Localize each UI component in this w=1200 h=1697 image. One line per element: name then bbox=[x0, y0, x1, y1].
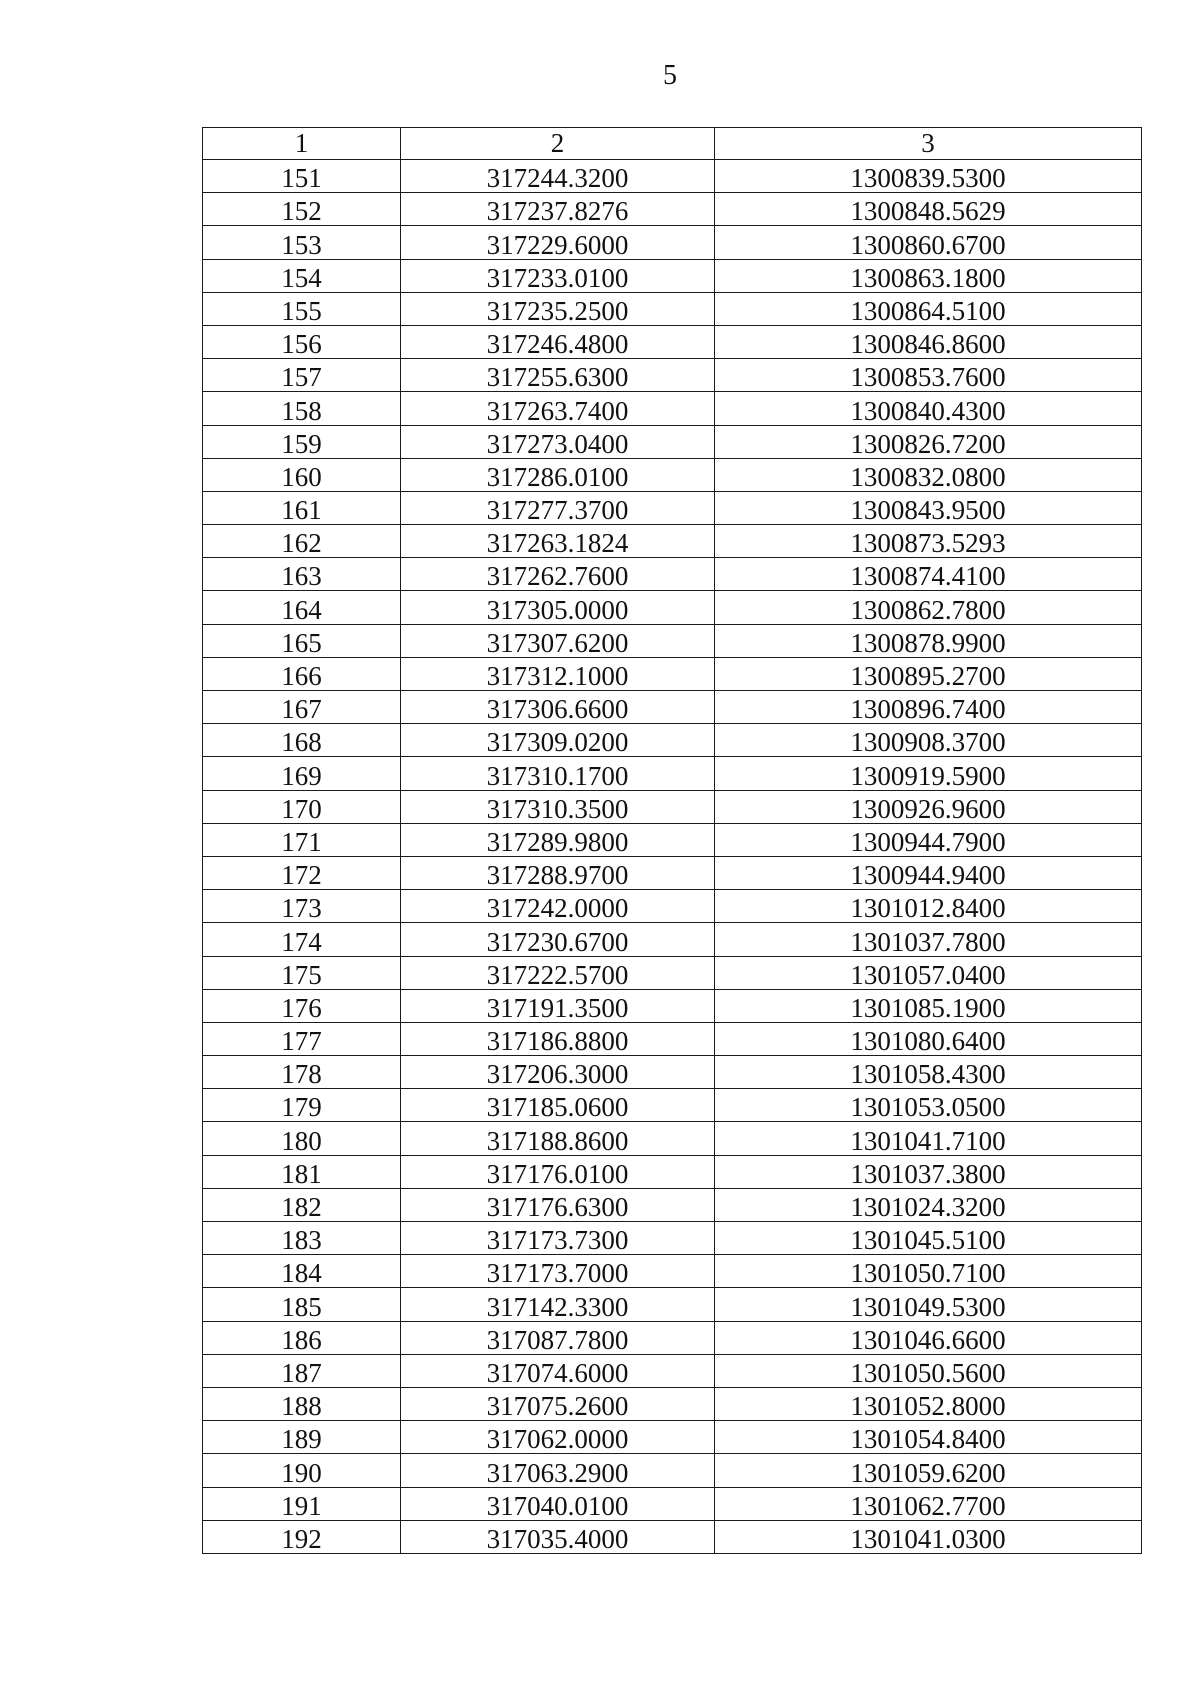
table-row bbox=[203, 1222, 1142, 1255]
y-coordinate-cell: 1301041.7100 bbox=[715, 1122, 1142, 1155]
point-number-cell: 168 bbox=[203, 724, 401, 757]
y-coordinate-cell: 1300832.0800 bbox=[715, 458, 1142, 491]
column-header-2: 2 bbox=[401, 128, 715, 160]
table-row bbox=[203, 525, 1142, 558]
y-coordinate-cell: 1301037.7800 bbox=[715, 923, 1142, 956]
point-number-cell: 176 bbox=[203, 989, 401, 1022]
x-coordinate-cell: 317263.1824 bbox=[401, 525, 715, 558]
y-coordinate-cell: 1301053.0500 bbox=[715, 1089, 1142, 1122]
point-number-cell: 182 bbox=[203, 1188, 401, 1221]
x-coordinate-cell: 317035.4000 bbox=[401, 1520, 715, 1553]
table-row bbox=[203, 1122, 1142, 1155]
point-number-cell: 187 bbox=[203, 1354, 401, 1387]
x-coordinate-cell: 317306.6600 bbox=[401, 691, 715, 724]
x-coordinate-cell: 317310.3500 bbox=[401, 790, 715, 823]
y-coordinate-cell: 1300826.7200 bbox=[715, 425, 1142, 458]
table-row bbox=[203, 1022, 1142, 1055]
point-number-cell: 153 bbox=[203, 226, 401, 259]
table-row bbox=[203, 226, 1142, 259]
x-coordinate-cell: 317230.6700 bbox=[401, 923, 715, 956]
table-row bbox=[203, 1487, 1142, 1520]
point-number-cell: 185 bbox=[203, 1288, 401, 1321]
y-coordinate-cell: 1301062.7700 bbox=[715, 1487, 1142, 1520]
header-row bbox=[203, 128, 1142, 160]
x-coordinate-cell: 317242.0000 bbox=[401, 890, 715, 923]
point-number-cell: 170 bbox=[203, 790, 401, 823]
point-number-cell: 164 bbox=[203, 591, 401, 624]
x-coordinate-cell: 317206.3000 bbox=[401, 1056, 715, 1089]
x-coordinate-cell: 317229.6000 bbox=[401, 226, 715, 259]
y-coordinate-cell: 1301041.0300 bbox=[715, 1520, 1142, 1553]
table-row bbox=[203, 292, 1142, 325]
y-coordinate-cell: 1300926.9600 bbox=[715, 790, 1142, 823]
point-number-cell: 190 bbox=[203, 1454, 401, 1487]
x-coordinate-cell: 317185.0600 bbox=[401, 1089, 715, 1122]
x-coordinate-cell: 317244.3200 bbox=[401, 160, 715, 193]
x-coordinate-cell: 317176.6300 bbox=[401, 1188, 715, 1221]
table-row bbox=[203, 458, 1142, 491]
point-number-cell: 152 bbox=[203, 193, 401, 226]
column-header-3: 3 bbox=[715, 128, 1142, 160]
x-coordinate-cell: 317309.0200 bbox=[401, 724, 715, 757]
point-number-cell: 181 bbox=[203, 1155, 401, 1188]
x-coordinate-cell: 317286.0100 bbox=[401, 458, 715, 491]
y-coordinate-cell: 1300843.9500 bbox=[715, 491, 1142, 524]
y-coordinate-cell: 1300874.4100 bbox=[715, 558, 1142, 591]
x-coordinate-cell: 317307.6200 bbox=[401, 624, 715, 657]
table-row bbox=[203, 359, 1142, 392]
y-coordinate-cell: 1301037.3800 bbox=[715, 1155, 1142, 1188]
table-row bbox=[203, 1387, 1142, 1420]
y-coordinate-cell: 1300896.7400 bbox=[715, 691, 1142, 724]
point-number-cell: 166 bbox=[203, 657, 401, 690]
table-row bbox=[203, 923, 1142, 956]
point-number-cell: 156 bbox=[203, 325, 401, 358]
y-coordinate-cell: 1301085.1900 bbox=[715, 989, 1142, 1022]
y-coordinate-cell: 1300862.7800 bbox=[715, 591, 1142, 624]
point-number-cell: 162 bbox=[203, 525, 401, 558]
x-coordinate-cell: 317312.1000 bbox=[401, 657, 715, 690]
table-body bbox=[203, 160, 1142, 1554]
x-coordinate-cell: 317235.2500 bbox=[401, 292, 715, 325]
coordinates-table bbox=[202, 127, 1142, 1554]
page-number: 5 bbox=[663, 60, 677, 91]
table-row bbox=[203, 259, 1142, 292]
table-row bbox=[203, 1520, 1142, 1553]
point-number-cell: 191 bbox=[203, 1487, 401, 1520]
table-row bbox=[203, 325, 1142, 358]
table-header bbox=[203, 128, 1142, 160]
y-coordinate-cell: 1300860.6700 bbox=[715, 226, 1142, 259]
x-coordinate-cell: 317074.6000 bbox=[401, 1354, 715, 1387]
x-coordinate-cell: 317255.6300 bbox=[401, 359, 715, 392]
x-coordinate-cell: 317277.3700 bbox=[401, 491, 715, 524]
y-coordinate-cell: 1301012.8400 bbox=[715, 890, 1142, 923]
table-row bbox=[203, 956, 1142, 989]
y-coordinate-cell: 1300840.4300 bbox=[715, 392, 1142, 425]
y-coordinate-cell: 1300944.9400 bbox=[715, 856, 1142, 889]
y-coordinate-cell: 1301050.7100 bbox=[715, 1255, 1142, 1288]
point-number-cell: 160 bbox=[203, 458, 401, 491]
point-number-cell: 157 bbox=[203, 359, 401, 392]
x-coordinate-cell: 317262.7600 bbox=[401, 558, 715, 591]
x-coordinate-cell: 317222.5700 bbox=[401, 956, 715, 989]
table-row bbox=[203, 624, 1142, 657]
table-row bbox=[203, 1188, 1142, 1221]
point-number-cell: 158 bbox=[203, 392, 401, 425]
y-coordinate-cell: 1300839.5300 bbox=[715, 160, 1142, 193]
table-row bbox=[203, 193, 1142, 226]
table-row bbox=[203, 1089, 1142, 1122]
table-row bbox=[203, 989, 1142, 1022]
y-coordinate-cell: 1301046.6600 bbox=[715, 1321, 1142, 1354]
y-coordinate-cell: 1301080.6400 bbox=[715, 1022, 1142, 1055]
point-number-cell: 161 bbox=[203, 491, 401, 524]
y-coordinate-cell: 1300848.5629 bbox=[715, 193, 1142, 226]
table-row bbox=[203, 392, 1142, 425]
y-coordinate-cell: 1301057.0400 bbox=[715, 956, 1142, 989]
x-coordinate-cell: 317040.0100 bbox=[401, 1487, 715, 1520]
x-coordinate-cell: 317063.2900 bbox=[401, 1454, 715, 1487]
point-number-cell: 167 bbox=[203, 691, 401, 724]
point-number-cell: 180 bbox=[203, 1122, 401, 1155]
x-coordinate-cell: 317173.7000 bbox=[401, 1255, 715, 1288]
table-row bbox=[203, 1155, 1142, 1188]
x-coordinate-cell: 317062.0000 bbox=[401, 1421, 715, 1454]
x-coordinate-cell: 317310.1700 bbox=[401, 757, 715, 790]
y-coordinate-cell: 1301049.5300 bbox=[715, 1288, 1142, 1321]
x-coordinate-cell: 317176.0100 bbox=[401, 1155, 715, 1188]
table-row bbox=[203, 1421, 1142, 1454]
table-row bbox=[203, 1288, 1142, 1321]
table-row bbox=[203, 591, 1142, 624]
x-coordinate-cell: 317087.7800 bbox=[401, 1321, 715, 1354]
table-row bbox=[203, 657, 1142, 690]
y-coordinate-cell: 1301045.5100 bbox=[715, 1222, 1142, 1255]
x-coordinate-cell: 317233.0100 bbox=[401, 259, 715, 292]
x-coordinate-cell: 317288.9700 bbox=[401, 856, 715, 889]
y-coordinate-cell: 1300873.5293 bbox=[715, 525, 1142, 558]
y-coordinate-cell: 1300878.9900 bbox=[715, 624, 1142, 657]
table-row bbox=[203, 691, 1142, 724]
table-row bbox=[203, 1354, 1142, 1387]
x-coordinate-cell: 317237.8276 bbox=[401, 193, 715, 226]
point-number-cell: 173 bbox=[203, 890, 401, 923]
y-coordinate-cell: 1301058.4300 bbox=[715, 1056, 1142, 1089]
y-coordinate-cell: 1301059.6200 bbox=[715, 1454, 1142, 1487]
point-number-cell: 183 bbox=[203, 1222, 401, 1255]
y-coordinate-cell: 1301050.5600 bbox=[715, 1354, 1142, 1387]
point-number-cell: 175 bbox=[203, 956, 401, 989]
point-number-cell: 171 bbox=[203, 823, 401, 856]
x-coordinate-cell: 317186.8800 bbox=[401, 1022, 715, 1055]
x-coordinate-cell: 317191.3500 bbox=[401, 989, 715, 1022]
table-row bbox=[203, 425, 1142, 458]
table-row bbox=[203, 757, 1142, 790]
table-row bbox=[203, 1056, 1142, 1089]
table-row bbox=[203, 1321, 1142, 1354]
y-coordinate-cell: 1300908.3700 bbox=[715, 724, 1142, 757]
point-number-cell: 174 bbox=[203, 923, 401, 956]
x-coordinate-cell: 317289.9800 bbox=[401, 823, 715, 856]
y-coordinate-cell: 1300863.1800 bbox=[715, 259, 1142, 292]
point-number-cell: 154 bbox=[203, 259, 401, 292]
point-number-cell: 159 bbox=[203, 425, 401, 458]
table-row bbox=[203, 160, 1142, 193]
y-coordinate-cell: 1301054.8400 bbox=[715, 1421, 1142, 1454]
table-row bbox=[203, 724, 1142, 757]
y-coordinate-cell: 1301024.3200 bbox=[715, 1188, 1142, 1221]
point-number-cell: 163 bbox=[203, 558, 401, 591]
x-coordinate-cell: 317246.4800 bbox=[401, 325, 715, 358]
point-number-cell: 188 bbox=[203, 1387, 401, 1420]
table-row bbox=[203, 823, 1142, 856]
x-coordinate-cell: 317075.2600 bbox=[401, 1387, 715, 1420]
table-row bbox=[203, 558, 1142, 591]
point-number-cell: 179 bbox=[203, 1089, 401, 1122]
table-row bbox=[203, 1255, 1142, 1288]
table-row bbox=[203, 790, 1142, 823]
x-coordinate-cell: 317273.0400 bbox=[401, 425, 715, 458]
point-number-cell: 177 bbox=[203, 1022, 401, 1055]
table-row bbox=[203, 856, 1142, 889]
point-number-cell: 189 bbox=[203, 1421, 401, 1454]
y-coordinate-cell: 1300895.2700 bbox=[715, 657, 1142, 690]
table-row bbox=[203, 1454, 1142, 1487]
y-coordinate-cell: 1300853.7600 bbox=[715, 359, 1142, 392]
point-number-cell: 178 bbox=[203, 1056, 401, 1089]
point-number-cell: 155 bbox=[203, 292, 401, 325]
y-coordinate-cell: 1301052.8000 bbox=[715, 1387, 1142, 1420]
table-row bbox=[203, 890, 1142, 923]
y-coordinate-cell: 1300864.5100 bbox=[715, 292, 1142, 325]
x-coordinate-cell: 317142.3300 bbox=[401, 1288, 715, 1321]
point-number-cell: 184 bbox=[203, 1255, 401, 1288]
column-header-1: 1 bbox=[203, 128, 401, 160]
x-coordinate-cell: 317188.8600 bbox=[401, 1122, 715, 1155]
point-number-cell: 172 bbox=[203, 856, 401, 889]
y-coordinate-cell: 1300944.7900 bbox=[715, 823, 1142, 856]
point-number-cell: 165 bbox=[203, 624, 401, 657]
point-number-cell: 186 bbox=[203, 1321, 401, 1354]
table-row bbox=[203, 491, 1142, 524]
x-coordinate-cell: 317305.0000 bbox=[401, 591, 715, 624]
x-coordinate-cell: 317173.7300 bbox=[401, 1222, 715, 1255]
y-coordinate-cell: 1300846.8600 bbox=[715, 325, 1142, 358]
point-number-cell: 151 bbox=[203, 160, 401, 193]
point-number-cell: 192 bbox=[203, 1520, 401, 1553]
point-number-cell: 169 bbox=[203, 757, 401, 790]
y-coordinate-cell: 1300919.5900 bbox=[715, 757, 1142, 790]
x-coordinate-cell: 317263.7400 bbox=[401, 392, 715, 425]
